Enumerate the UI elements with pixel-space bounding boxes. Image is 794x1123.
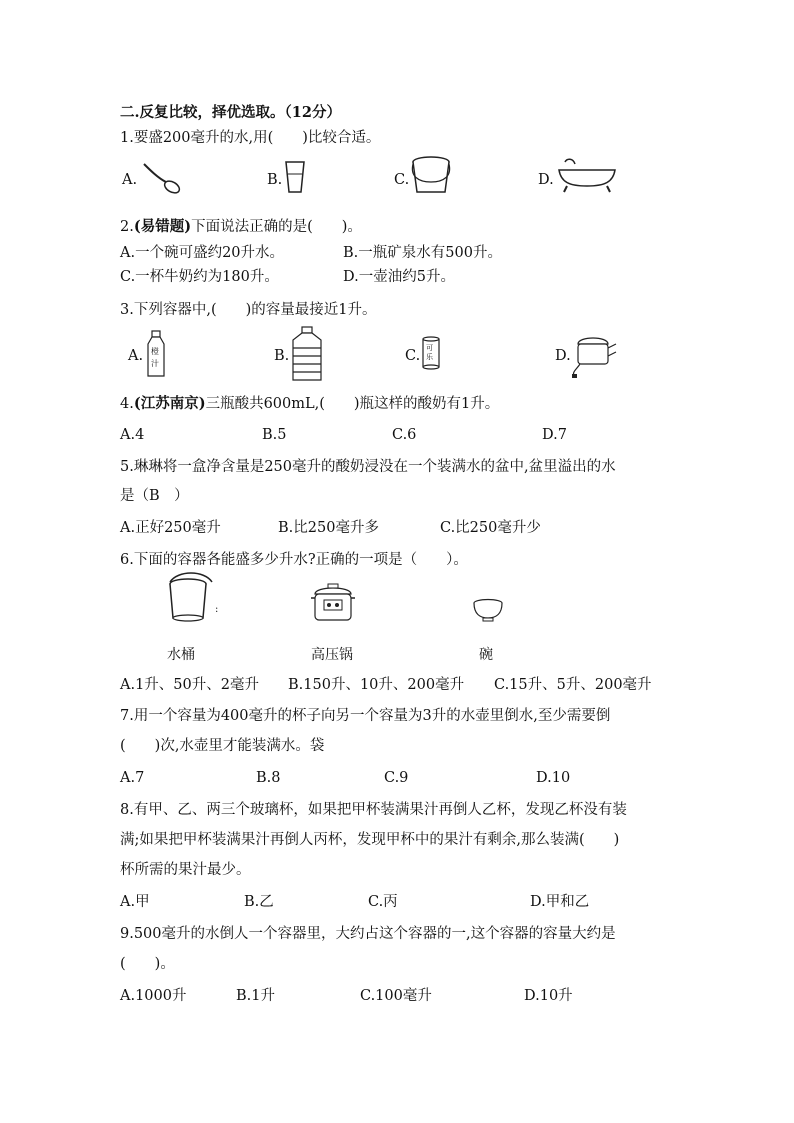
q8-option-c[interactable]: C.丙 [368, 894, 398, 910]
glass-icon [284, 160, 306, 194]
q4-stem-prefix: 4. [120, 396, 134, 412]
q7-option-a[interactable]: A.7 [120, 770, 145, 786]
q1-option-d[interactable]: D. [538, 172, 554, 188]
q9-option-c[interactable]: C.100毫升 [360, 988, 432, 1004]
caption-pressure-cooker: 高压锅 [311, 647, 353, 663]
caption-bowl: 碗 [479, 647, 493, 663]
q4-stem [120, 394, 499, 414]
q4-option-d[interactable]: D.7 [542, 427, 567, 443]
can-label-2: 乐 [426, 353, 433, 361]
q6-stem: 6.下面的容器各能盛多少升水?正确的一项是（ ）。 [120, 552, 468, 568]
q4-option-a[interactable]: A.4 [120, 427, 145, 443]
q1-option-c[interactable]: C. [394, 172, 410, 188]
q4-option-c[interactable]: C.6 [392, 427, 417, 443]
bowl-icon [472, 598, 504, 624]
q7-line-1: 7.用一个容量为400毫升的杯子向另一个容量为3升的水壶里倒水,至少需要倒 [120, 708, 611, 724]
q1-option-a[interactable]: A. [122, 172, 138, 188]
q5-line-2: 是（B ） [120, 488, 189, 504]
q5-line-1: 5.琳琳将一盒净含量是250毫升的酸奶浸没在一个装满水的盆中,盆里溢出的水 [120, 459, 616, 475]
q8-option-b[interactable]: B.乙 [244, 894, 274, 910]
q4-stem-suffix: 三瓶酸共600mL,( )瓶这样的酸奶有1升。 [205, 396, 500, 412]
bottle-label-1: 橙 [151, 347, 159, 356]
q2-stem-prefix: 2. [120, 219, 134, 235]
q8-line-1: 8.有甲、乙、两三个玻璃杯，如果把甲杯装满果汁再倒人乙杯，发现乙杯没有装 [120, 802, 627, 818]
q3-option-d[interactable]: D. [555, 348, 571, 364]
pressure-cooker-icon [310, 584, 356, 624]
q5-option-c[interactable]: C.比250毫升少 [440, 520, 541, 536]
q8-line-2: 满;如果把甲杯装满果汁再倒人丙杯，发现甲杯中的果汁有剩余,那么装满( ) [120, 832, 620, 848]
q6-option-b[interactable]: B.150升、10升、200毫升 [288, 677, 465, 693]
q2-stem-suffix: 下面说法正确的是( )。 [191, 219, 362, 235]
q6-option-a[interactable]: A.1升、50升、2毫升 [120, 677, 259, 693]
q7-option-d[interactable]: D.10 [536, 770, 571, 786]
q7-option-c[interactable]: C.9 [384, 770, 409, 786]
q8-option-d[interactable]: D.甲和乙 [530, 894, 590, 910]
q2-option-a[interactable]: A.一个碗可盛约20升水。 [120, 245, 285, 261]
q3-stem: 3.下列容器中,( )的容量最接近1升。 [120, 302, 377, 318]
q1-option-b[interactable]: B. [267, 172, 283, 188]
q5-option-a[interactable]: A.正好250毫升 [120, 520, 221, 536]
q8-line-3: 杯所需的果汁最少。 [120, 862, 251, 878]
q9-option-b[interactable]: B.1升 [236, 988, 275, 1004]
q2-option-b[interactable]: B.一瓶矿泉水有500升。 [343, 245, 502, 261]
q4-option-b[interactable]: B.5 [262, 427, 287, 443]
caption-bucket: 水桶 [167, 647, 195, 663]
q9-line-2: ( )。 [120, 956, 175, 972]
spoon-icon [140, 160, 182, 196]
bucket-icon [410, 152, 452, 196]
q3-option-b[interactable]: B. [274, 348, 290, 364]
q9-line-1: 9.500毫升的水倒人一个容器里，大约占这个容器的一,这个容器的容量大约是 [120, 926, 616, 942]
q3-option-c[interactable]: C. [405, 348, 421, 364]
q5-option-b[interactable]: B.比250毫升多 [278, 520, 379, 536]
q2-option-c[interactable]: C.一杯牛奶约为180升。 [120, 269, 279, 285]
water-jug-icon [290, 326, 324, 382]
q8-option-a[interactable]: A.甲 [120, 894, 150, 910]
q9-option-d[interactable]: D.10升 [524, 988, 573, 1004]
bathtub-icon [555, 156, 619, 194]
q2-stem [120, 217, 362, 237]
q2-option-d[interactable]: D.一壶油约5升。 [343, 269, 455, 285]
q2-tag: (易错题) [133, 218, 192, 235]
q1-stem: 1.要盛200毫升的水,用( )比较合适。 [120, 130, 381, 146]
bucket-icon [166, 574, 219, 624]
can-label-1: 可 [426, 344, 433, 352]
q6-colon-mark: : [215, 604, 219, 615]
section-title: 二.反复比较，择优选取。（12分） [120, 104, 341, 121]
q4-tag: (江苏南京) [133, 395, 206, 412]
q9-option-a[interactable]: A.1000升 [120, 988, 187, 1004]
q3-option-a[interactable]: A. [128, 348, 144, 364]
rice-cooker-icon [572, 332, 618, 380]
q7-line-2: ( )次,水壶里才能装满水。袋 [120, 738, 325, 754]
q6-option-c[interactable]: C.15升、5升、200毫升 [494, 677, 652, 693]
q7-option-b[interactable]: B.8 [256, 770, 281, 786]
bottle-label-2: 汁 [151, 359, 159, 368]
